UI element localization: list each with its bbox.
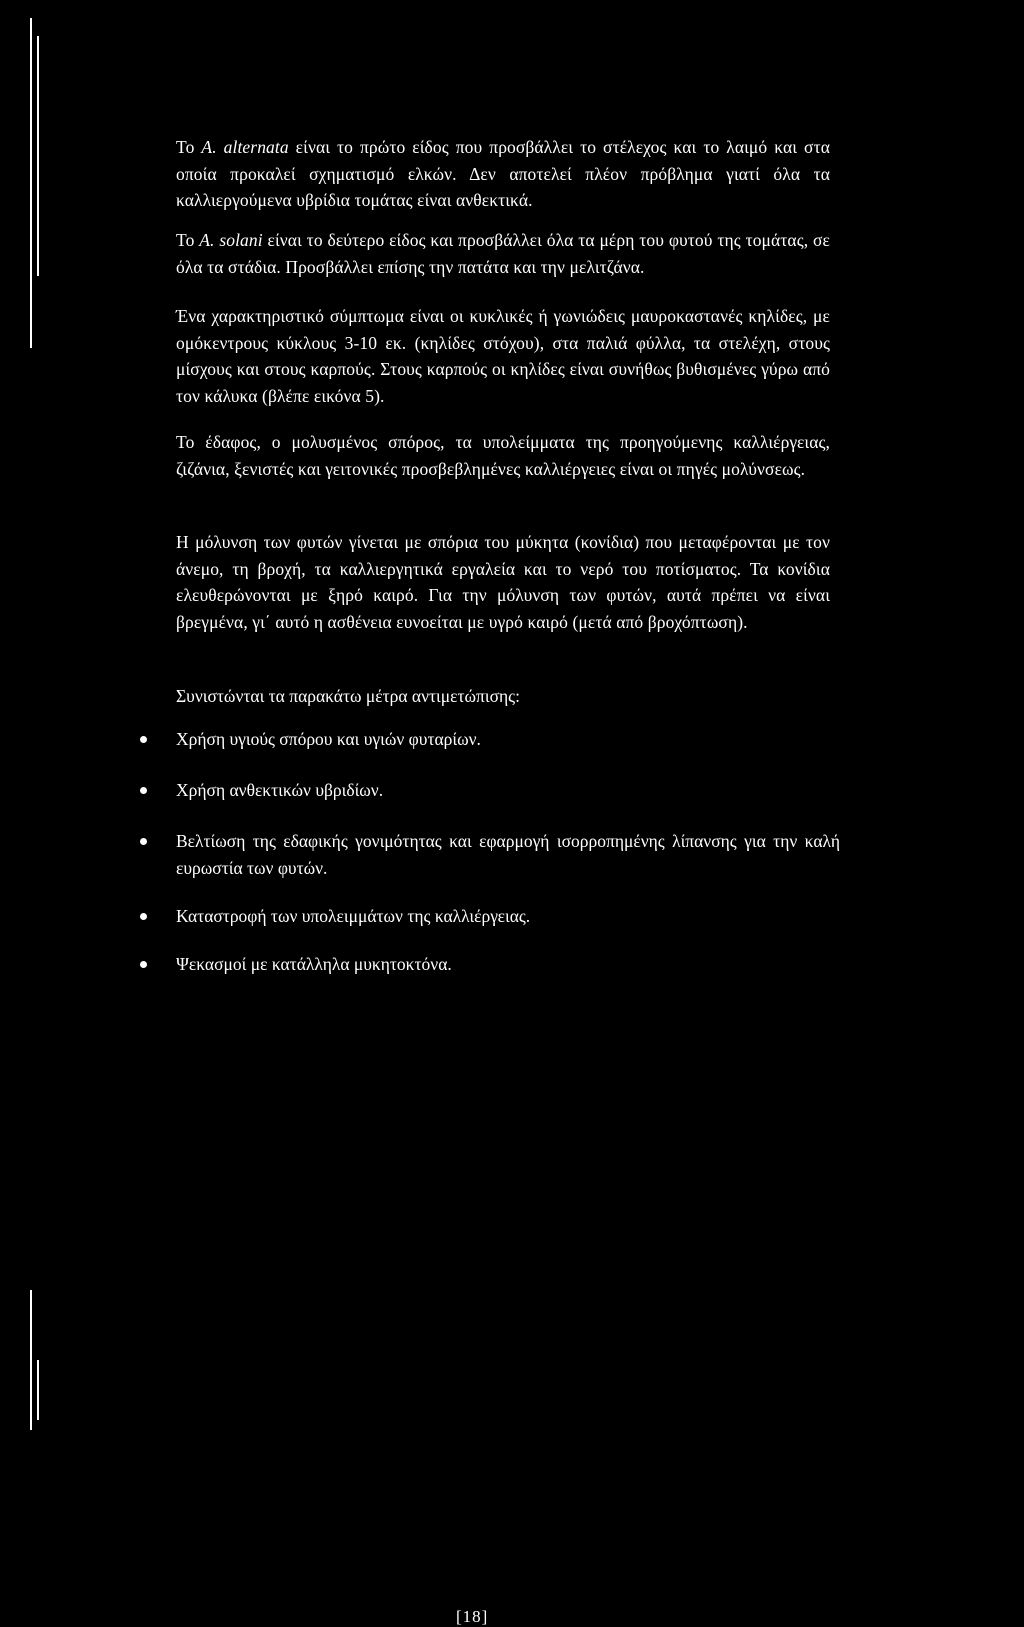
paragraph-symptoms: Ένα χαρακτηριστικό σύμπτωμα είναι οι κυκλικές ή γωνιώδεις μαυροκαστανές κηλίδες, με ομόκεντρους κύκλους 3-10 εκ. (κηλίδες στόχου), στα παλιά φύλλα, τα στελέχη, στους μίσχους και στους καρπούς. Στους καρπούς οι κηλίδες είναι συνήθως βυθισμένες γύρω από τον κάλυκα (βλέπε εικόνα 5). (176, 306, 830, 406)
paragraph-infection-sources: Το έδαφος, ο μολυσμένος σπόρος, τα υπολείμματα της προηγούμενης καλλιέργειας, ζιζάνια, ξενιστές και γειτονικές προσβεβλημένες καλλιέργειες είναι οι πηγές μολύνσεως. (176, 432, 830, 479)
list-item-text: Χρήση ανθεκτικών υβριδίων. (176, 780, 384, 800)
species-name: A. alternata (201, 137, 289, 157)
list-item-text: Βελτίωση της εδαφικής γονιμότητας και εφαρμογή ισορροπημένης λίπανσης για την καλή ευρωστία των φυτών. (176, 831, 840, 878)
binding-edge-line (37, 36, 39, 276)
list-item (140, 777, 840, 804)
list-item-text: Καταστροφή των υπολειμμάτων της καλλιέργειας. (176, 906, 531, 926)
list-item (140, 903, 840, 930)
paragraph-lead: Το (176, 230, 200, 250)
list-item-text: Χρήση υγιούς σπόρου και υγιών φυταρίων. (176, 729, 481, 749)
bullet-icon (140, 838, 147, 845)
bullet-icon (140, 913, 147, 920)
bullet-icon (140, 736, 147, 743)
measures-intro: Συνιστώνται τα παρακάτω μέτρα αντιμετώπισης: (176, 686, 520, 706)
binding-edge-line (30, 18, 32, 348)
bullet-icon (140, 787, 147, 794)
page-number: [18] (456, 1607, 489, 1626)
paragraph-alternata (176, 134, 830, 214)
list-item-text: Ψεκασμοί με κατάλληλα μυκητοκτόνα. (176, 954, 452, 974)
list-item (140, 951, 840, 978)
measures-list (140, 726, 840, 978)
paragraph-body: είναι το πρώτο είδος που προσβάλλει το στέλεχος και το λαιμό και στα οποία προκαλεί σχηματισμό ελκών. Δεν αποτελεί πλέον πρόβλημα γιατί όλα τα καλλιεργούμενα υβρίδια τομάτας είναι ανθεκτικά. (176, 137, 830, 210)
list-item (140, 726, 840, 753)
paragraph-infection-process: Η μόλυνση των φυτών γίνεται με σπόρια του μύκητα (κονίδια) που μεταφέρονται με τον άνεμο, τη βροχή, τα καλλιεργητικά εργαλεία και το νερό του ποτίσματος. Τα κονίδια ελευθερώνονται με ξηρό καιρό. Για την μόλυνση των φυτών, αυτά πρέπει να είναι βρεγμένα, γι΄ αυτό η ασθένεια ευνοείται με υγρό καιρό (μετά από βροχόπτωση). (176, 532, 830, 632)
paragraph-lead: Το (176, 137, 202, 157)
list-item (140, 828, 840, 882)
footer (0, 1002, 1024, 1626)
paragraph-body: είναι το δεύτερο είδος και προσβάλλει όλα τα μέρη του φυτού της τομάτας, σε όλα τα στάδια. Προσβάλλει επίσης την πατάτα και την μελιτζάνα. (176, 230, 831, 277)
bullet-icon (140, 961, 147, 968)
species-name: A. solani (199, 230, 263, 250)
paragraph-solani (176, 227, 830, 280)
binding-edge-line (37, 1360, 39, 1420)
binding-edge-line (30, 1290, 32, 1430)
